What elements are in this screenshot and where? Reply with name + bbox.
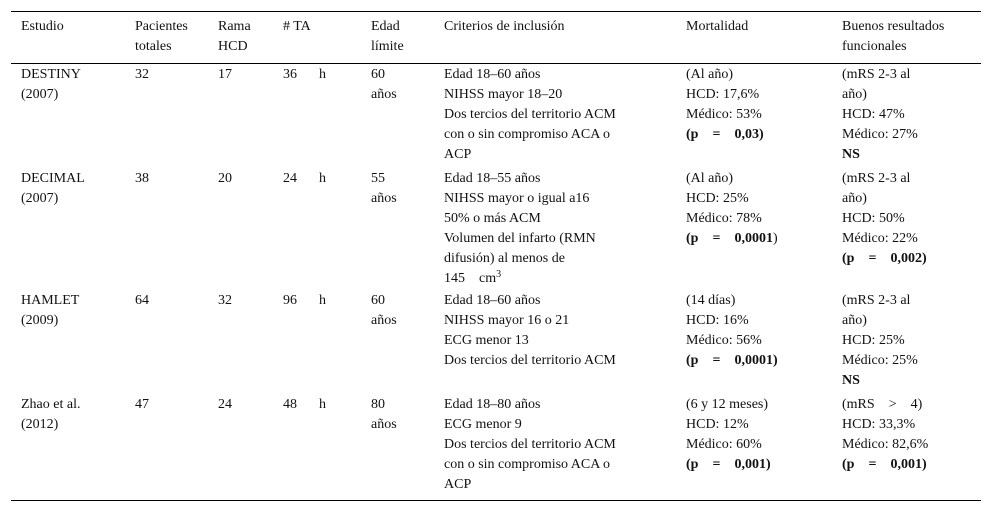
row1-buenos-line: HCD: 47% [842, 107, 905, 122]
p-val: 0,0001 [734, 231, 773, 246]
row3-criterio: Dos tercios del territorio ACM [444, 353, 616, 368]
row2-estudio-year: (2007) [21, 191, 59, 206]
row3-mortalidad [686, 291, 778, 371]
p-eq: = [712, 231, 721, 246]
p-open: (p [842, 457, 855, 472]
row1-criterio: ACP [444, 147, 472, 162]
row2-buenos-line: (mRS 2-3 al [842, 171, 911, 186]
row3-buenos-line: HCD: 25% [842, 333, 905, 348]
row4-criterio: con o sin compromiso ACA o [444, 457, 611, 472]
row4-criterio: ECG menor 9 [444, 417, 522, 432]
header-buenos-line2: funcionales [842, 39, 907, 54]
row4-mort-period: (6 y 12 meses) [686, 397, 769, 412]
row3-edad-unit: años [371, 313, 397, 328]
row4-estudio-name: Zhao et al. [21, 397, 81, 412]
p-open: (p [686, 127, 699, 142]
row4-mort-p [686, 455, 771, 475]
row2-ta-value: 24 [283, 171, 297, 186]
row3-mort-p [686, 351, 778, 371]
row2-mortalidad [686, 169, 778, 249]
row1-buenos-line: año) [842, 87, 867, 102]
row2-buenos-p [842, 249, 927, 269]
row2-criterios [444, 169, 596, 289]
p-eq: = [712, 127, 721, 142]
row1-pacientes-value: 32 [135, 67, 149, 82]
row3-criterio: NIHSS mayor 16 o 21 [444, 313, 570, 328]
row3-estudio-year: (2009) [21, 313, 59, 328]
row1-buenos [842, 65, 918, 165]
volume-exponent: 3 [496, 269, 502, 280]
p-open: (p [686, 457, 699, 472]
row3-rama-value: 32 [218, 293, 232, 308]
row2-criterio-volume [444, 269, 596, 289]
header-mortalidad-label: Mortalidad [686, 19, 749, 34]
row1-mort-hcd: HCD: 17,6% [686, 87, 760, 102]
row4-ta-value: 48 [283, 397, 297, 412]
row1-mort-p [686, 125, 764, 145]
row4-criterio: ACP [444, 477, 472, 492]
p-eq: = [868, 457, 877, 472]
row2-criterio: 50% o más ACM [444, 211, 541, 226]
row1-buenos-significance: NS [842, 147, 860, 162]
row3-buenos-line: año) [842, 313, 867, 328]
p-open: (p [686, 231, 699, 246]
volume-unit: cm [479, 271, 497, 286]
p-eq: = [868, 251, 877, 266]
header-ta-label: # TA [283, 19, 311, 34]
p-val: 0,03) [734, 127, 764, 142]
header-estudio [21, 17, 64, 37]
row3-criterio: ECG menor 13 [444, 333, 529, 348]
row1-rama [218, 65, 232, 85]
row2-mort-period: (Al año) [686, 171, 734, 186]
row1-ta-unit: h [319, 67, 326, 82]
row4-mortalidad [686, 395, 771, 475]
row3-ta [283, 291, 326, 311]
row3-buenos-line: Médico: 25% [842, 353, 918, 368]
row1-mortalidad [686, 65, 764, 145]
row2-buenos [842, 169, 927, 269]
row3-buenos [842, 291, 918, 391]
row2-pacientes-value: 38 [135, 171, 149, 186]
row4-pacientes [135, 395, 149, 415]
row1-mort-medico: Médico: 53% [686, 107, 762, 122]
header-buenos-line1: Buenos resultados [842, 19, 945, 34]
row4-buenos-line: HCD: 33,3% [842, 417, 916, 432]
row1-edad [371, 65, 397, 105]
row2-edad-value: 55 [371, 171, 385, 186]
row4-buenos [842, 395, 928, 475]
row4-criterio: Edad 18–80 años [444, 397, 541, 412]
header-rama [218, 17, 251, 57]
row4-ta [283, 395, 326, 415]
header-rama-line2: HCD [218, 39, 248, 54]
row3-buenos-line: (mRS 2-3 al [842, 293, 911, 308]
row2-criterio: Edad 18–55 años [444, 171, 541, 186]
row3-edad [371, 291, 397, 331]
p-close: ) [772, 231, 778, 246]
row3-buenos-significance: NS [842, 373, 860, 388]
header-mortalidad [686, 17, 748, 37]
row3-estudio [21, 291, 79, 331]
p-val: 0,002) [890, 251, 927, 266]
row4-rama-value: 24 [218, 397, 232, 412]
row4-estudio-year: (2012) [21, 417, 59, 432]
p-open: (p [842, 251, 855, 266]
row3-estudio-name: HAMLET [21, 293, 80, 308]
row4-buenos-mrs [842, 395, 928, 415]
row2-mort-p [686, 229, 778, 249]
row2-buenos-line: Médico: 22% [842, 231, 918, 246]
row2-criterio: NIHSS mayor o igual a16 [444, 191, 590, 206]
row3-mort-period: (14 días) [686, 293, 736, 308]
row3-rama [218, 291, 232, 311]
header-rule [11, 63, 981, 64]
row4-pacientes-value: 47 [135, 397, 149, 412]
p-val: 0,0001) [734, 353, 778, 368]
row4-ta-unit: h [319, 397, 326, 412]
row2-buenos-line: año) [842, 191, 867, 206]
row1-edad-unit: años [371, 87, 397, 102]
row2-estudio-name: DECIMAL [21, 171, 85, 186]
mrs-val: 4) [910, 397, 923, 412]
header-edad-line2: límite [371, 39, 404, 54]
row1-ta-value: 36 [283, 67, 297, 82]
row4-edad-value: 80 [371, 397, 385, 412]
row2-ta [283, 169, 326, 189]
row1-ta [283, 65, 326, 85]
header-rama-line1: Rama [218, 19, 251, 34]
row2-criterio: Volumen del infarto (RMN [444, 231, 596, 246]
row2-rama [218, 169, 232, 189]
row4-rama [218, 395, 232, 415]
row2-mort-hcd: HCD: 25% [686, 191, 749, 206]
row1-criterios [444, 65, 616, 165]
row4-mort-medico: Médico: 60% [686, 437, 762, 452]
volume-value: 145 [444, 271, 465, 286]
row1-criterio: Dos tercios del territorio ACM [444, 107, 616, 122]
row1-buenos-line: (mRS 2-3 al [842, 67, 911, 82]
row1-estudio-name: DESTINY [21, 67, 81, 82]
header-ta [283, 17, 311, 37]
header-edad [371, 17, 404, 57]
row1-pacientes [135, 65, 149, 85]
row1-criterio: Edad 18–60 años [444, 67, 541, 82]
row1-criterio: con o sin compromiso ACA o [444, 127, 611, 142]
mrs-op: > [888, 397, 897, 412]
row4-estudio [21, 395, 80, 435]
header-edad-line1: Edad [371, 19, 400, 34]
row3-criterios [444, 291, 616, 371]
top-rule [11, 11, 981, 12]
row2-rama-value: 20 [218, 171, 232, 186]
header-pacientes [135, 17, 188, 57]
row1-criterio: NIHSS mayor 18–20 [444, 87, 563, 102]
row4-mort-hcd: HCD: 12% [686, 417, 749, 432]
row2-pacientes [135, 169, 149, 189]
row2-mort-medico: Médico: 78% [686, 211, 762, 226]
row3-ta-unit: h [319, 293, 326, 308]
row3-mort-hcd: HCD: 16% [686, 313, 749, 328]
p-eq: = [712, 353, 721, 368]
row3-edad-value: 60 [371, 293, 385, 308]
row1-rama-value: 17 [218, 67, 232, 82]
header-buenos [842, 17, 944, 57]
row3-pacientes-value: 64 [135, 293, 149, 308]
header-criterios [444, 17, 565, 37]
p-open: (p [686, 353, 699, 368]
row4-edad-unit: años [371, 417, 397, 432]
p-val: 0,001) [734, 457, 771, 472]
row4-buenos-p [842, 455, 928, 475]
row2-edad-unit: años [371, 191, 397, 206]
row3-ta-value: 96 [283, 293, 297, 308]
row3-mort-medico: Médico: 56% [686, 333, 762, 348]
row1-estudio-year: (2007) [21, 87, 59, 102]
row1-buenos-line: Médico: 27% [842, 127, 918, 142]
row2-ta-unit: h [319, 171, 326, 186]
row3-criterio: Edad 18–60 años [444, 293, 541, 308]
row1-mort-period: (Al año) [686, 67, 734, 82]
header-criterios-label: Criterios de inclusión [444, 19, 565, 34]
header-pacientes-line2: totales [135, 39, 172, 54]
header-estudio-label: Estudio [21, 19, 64, 34]
header-pacientes-line1: Pacientes [135, 19, 188, 34]
row1-edad-value: 60 [371, 67, 385, 82]
row4-criterios [444, 395, 616, 495]
row2-criterio: difusión) al menos de [444, 251, 565, 266]
p-eq: = [712, 457, 721, 472]
row4-criterio: Dos tercios del territorio ACM [444, 437, 616, 452]
p-val: 0,001) [890, 457, 927, 472]
row1-estudio [21, 65, 81, 105]
bottom-rule [11, 500, 981, 501]
row2-edad [371, 169, 397, 209]
row2-buenos-line: HCD: 50% [842, 211, 905, 226]
row4-buenos-line: Médico: 82,6% [842, 437, 929, 452]
row3-pacientes [135, 291, 149, 311]
mrs-open: (mRS [842, 397, 875, 412]
row2-estudio [21, 169, 85, 209]
row4-edad [371, 395, 397, 435]
